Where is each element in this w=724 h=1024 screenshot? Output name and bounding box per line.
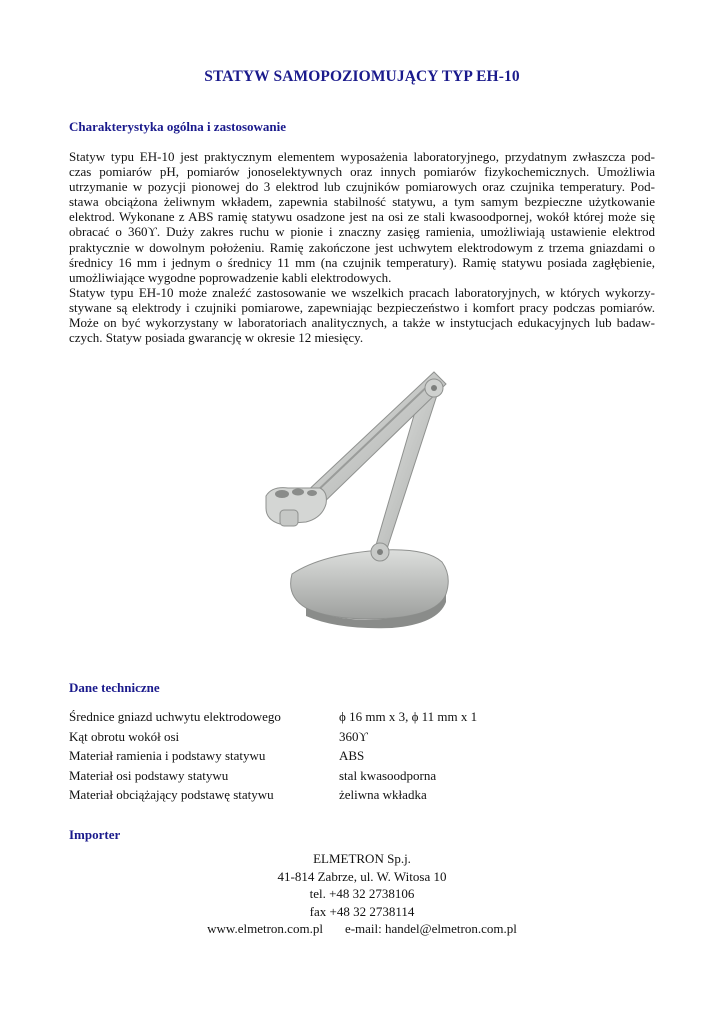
company-phone: tel. +48 32 2738106 <box>309 886 415 901</box>
spec-row <box>69 729 589 749</box>
spec-value: ϕ 16 mm x 3, ϕ 11 mm x 1 <box>339 709 478 724</box>
description-text <box>69 149 655 345</box>
email-link[interactable]: e-mail: handel@elmetron.com.pl <box>344 921 517 936</box>
spec-label: Średnice gniazd uchwytu elektrodowego <box>69 709 281 724</box>
spec-label: Materiał obciążający podstawę statywu <box>69 787 274 803</box>
spec-label: Kąt obrotu wokół osi <box>69 728 180 744</box>
paragraph-2: Statyw typu EH-10 może znaleźć zastosowanie we wszelkich pracach laboratoryjnych, w których wykorzy- stywane są elektrody i czujniki pomiarowe, zapewniając bezpieczeństwo i komfort pracy podczas pomiarów. Może on być wykorzystany w laboratoriach analitycznych, a także w instytucjach edukacyjnych lub badaw- czych. Statyw posiada gwarancję w okresie 12 miesięcy. <box>69 284 655 346</box>
section-heading-general: Charakterystyka ogólna i zastosowanie <box>69 119 287 134</box>
stand-arm <box>302 372 446 510</box>
spec-value: ABS <box>339 748 365 764</box>
website-link[interactable]: www.elmetron.com.pl <box>207 921 323 936</box>
importer-contact <box>0 850 724 938</box>
spec-label: Materiał ramienia i podstawy statywu <box>69 748 266 764</box>
contact-row <box>0 920 724 938</box>
spec-value: stal kwasoodporna <box>339 767 437 783</box>
page-title: STATYW SAMOPOZIOMUJĄCY TYP EH-10 <box>204 68 520 85</box>
spec-row <box>69 787 589 807</box>
spec-row <box>69 768 589 788</box>
spec-value: 360ϒ <box>339 728 368 744</box>
company-address: 41-814 Zabrze, ul. W. Witosa 10 <box>277 868 447 884</box>
spec-label: Materiał osi podstawy statywu <box>69 767 229 783</box>
spec-row <box>69 748 589 768</box>
company-fax: fax +48 32 2738114 <box>309 903 415 919</box>
section-heading-technical: Dane techniczne <box>69 680 160 695</box>
stand-base <box>291 550 449 619</box>
paragraph-1: Statyw typu EH-10 jest praktycznym elementem wyposażenia laboratoryjnego, przydatnym zwłaszcza pod- czas pomiarów pH, pomiarów jonoselektywnych oraz innych pomiarów fizykochemicznych. Umożliwia utrzymanie w pozycji pionowej do 3 elektrod lub czujników pomiarowych oraz czujnika temperatury. Pod- stawa obciążona żeliwnym wkładem, zapewnia stabilność statywu, a tym samym bezpieczne użytkowanie elektrod. Wykonane z ABS ramię statywu osadzone jest na osi ze stali kwasoodpornej, wokół której może się obracać o 360ϒ. Duży zakres ruchu w pionie i znaczny zasięg ramienia, umożliwiają ustawienie elektrod praktycznie w dowolnym położeniu. Ramię zakończone jest uchwytem elektrodowym z trzema gniazdami o średnicy 16 mm i jednym o średnicy 11 mm (na czujnik temperatury). Ramię statywu posiada zagłębienie, umożliwiające wygodne poprowadzenie kabli elektrodowych. <box>69 149 655 285</box>
spec-value: żeliwna wkładka <box>339 787 427 803</box>
section-heading-importer: Importer <box>69 827 121 842</box>
stand-photo <box>262 362 462 640</box>
company-name: ELMETRON Sp.j. <box>313 851 411 866</box>
spec-row <box>69 709 589 729</box>
spec-table <box>69 709 589 807</box>
